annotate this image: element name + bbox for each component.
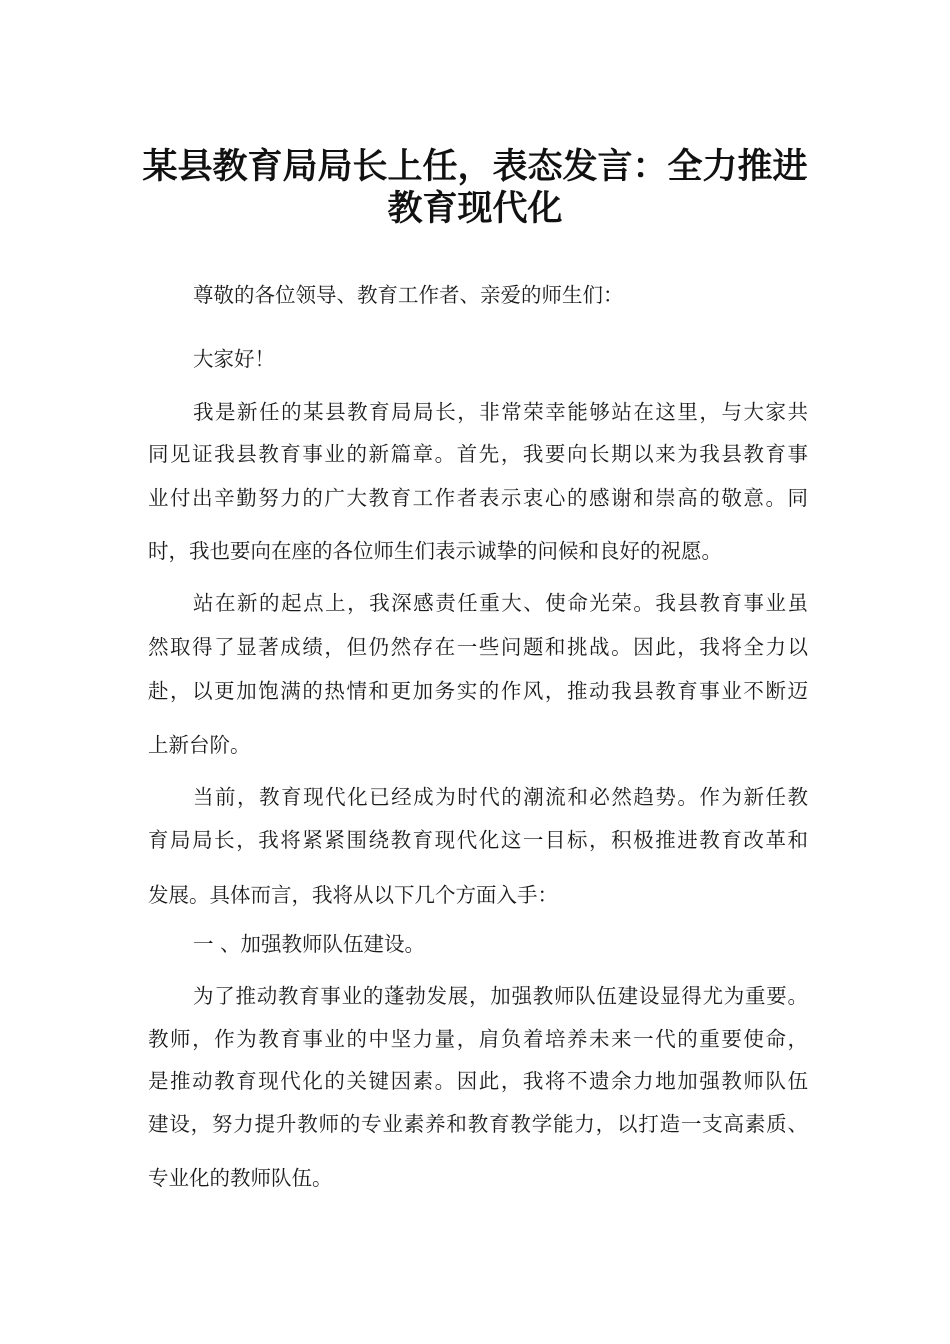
salutation: 尊敬的各位领导、教育工作者、亲爱的师生们：	[193, 283, 624, 307]
paragraph-line: 站在新的起点上，我深感责任重大、使命光荣。我县教育事业虽	[193, 591, 808, 615]
paragraph-line: 我是新任的某县教育局局长，非常荣幸能够站在这里，与大家共	[193, 400, 808, 424]
paragraph-line: 然取得了显著成绩，但仍然存在一些问题和挑战。因此，我将全力以	[148, 635, 808, 659]
document-title-line-2: 教育现代化	[387, 189, 563, 229]
paragraph-line: 当前，教育现代化已经成为时代的潮流和必然趋势。作为新任教	[193, 785, 808, 809]
paragraph-line: 育局局长，我将紧紧围绕教育现代化这一目标，积极推进教育改革和	[148, 828, 808, 852]
paragraph-line: 时，我也要向在座的各位师生们表示诚挚的问候和良好的祝愿。	[148, 539, 722, 563]
paragraph-line: 上新台阶。	[148, 733, 251, 757]
paragraph-line: 业付出辛勤努力的广大教育工作者表示衷心的感谢和崇高的敬意。同	[148, 486, 808, 510]
greeting: 大家好！	[193, 347, 275, 371]
paragraph-line: 发展。具体而言，我将从以下几个方面入手：	[148, 883, 558, 907]
paragraph-line: 教师，作为教育事业的中坚力量，肩负着培养未来一代的重要使命，	[148, 1027, 808, 1051]
paragraph-line: 为了推动教育事业的蓬勃发展，加强教师队伍建设显得尤为重要。	[193, 984, 808, 1008]
paragraph-line: 是推动教育现代化的关键因素。因此，我将不遗余力地加强教师队伍	[148, 1069, 808, 1093]
paragraph-line: 同见证我县教育事业的新篇章。首先，我要向长期以来为我县教育事	[148, 442, 808, 466]
document-title-line-1: 某县教育局局长上任，表态发言：全力推进	[142, 147, 808, 187]
paragraph-line: 赴，以更加饱满的热情和更加务实的作风，推动我县教育事业不断迈	[148, 679, 808, 703]
paragraph-line: 专业化的教师队伍。	[148, 1166, 333, 1190]
paragraph-line: 建设，努力提升教师的专业素养和教育教学能力，以打造一支高素质、	[148, 1112, 808, 1136]
section-heading: 一 、加强教师队伍建设。	[193, 932, 426, 956]
